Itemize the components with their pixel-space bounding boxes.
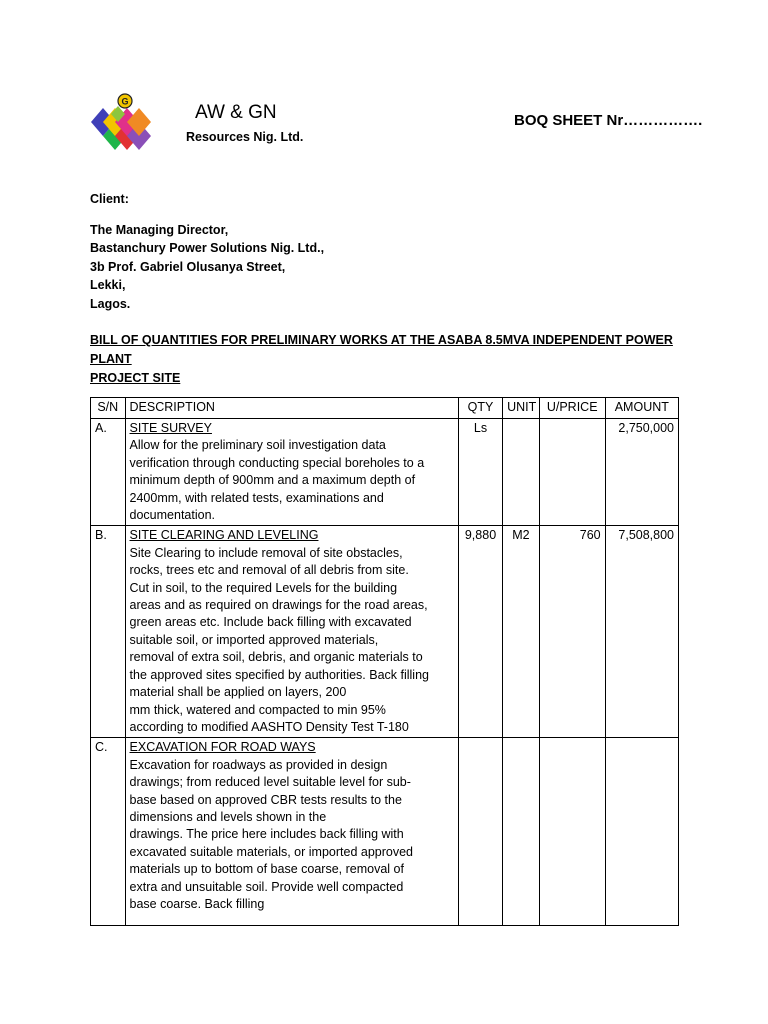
row-uprice: 760 xyxy=(539,526,605,738)
heading-line: PROJECT SITE xyxy=(90,371,181,385)
client-line: Lagos. xyxy=(90,296,131,311)
table-row xyxy=(91,526,679,738)
desc-line: Cut in soil, to the required Levels for the building xyxy=(129,580,398,595)
row-unit xyxy=(503,738,540,926)
row-unit xyxy=(503,419,540,526)
company-logo xyxy=(90,93,162,151)
item-title: SITE CLEARING AND LEVELING xyxy=(129,528,319,543)
col-header-amount: AMOUNT xyxy=(605,398,678,419)
desc-line: Excavation for roadways as provided in design xyxy=(129,757,388,772)
desc-line: mm thick, watered and compacted to min 95% xyxy=(129,702,386,717)
row-unit: M2 xyxy=(503,526,540,738)
desc-line: verification through conducting special boreholes to a xyxy=(129,455,425,470)
client-label: Client: xyxy=(90,192,129,206)
desc-line: materials up to bottom of base coarse, removal of xyxy=(129,862,404,877)
table-header-row xyxy=(91,398,679,419)
client-line: Lekki, xyxy=(90,278,126,292)
item-title: SITE SURVEY xyxy=(129,421,212,435)
col-header-description: DESCRIPTION xyxy=(125,398,458,419)
desc-line: extra and unsuitable soil. Provide well compacted xyxy=(129,879,404,894)
desc-line: suitable soil, or imported approved materials, xyxy=(129,632,379,647)
document-heading xyxy=(90,331,690,388)
row-description xyxy=(125,738,458,926)
row-qty: Ls xyxy=(458,419,502,526)
row-description xyxy=(125,419,458,526)
col-header-qty: QTY xyxy=(458,398,502,419)
desc-line: removal of extra soil, debris, and organic materials to xyxy=(129,650,423,665)
desc-line: the approved sites specified by authorities. Back filling xyxy=(129,667,429,682)
boq-sheet-number: BOQ SHEET Nr……………. xyxy=(514,112,703,129)
desc-line: drawings; from reduced level suitable level for sub- xyxy=(129,775,411,790)
col-header-unit: UNIT xyxy=(503,398,540,419)
desc-line: material shall be applied on layers, 200 xyxy=(129,685,347,700)
table-row xyxy=(91,419,679,526)
desc-line: according to modified AASHTO Density Test T-180 xyxy=(129,719,409,734)
desc-line: drawings. The price here includes back filling with xyxy=(129,827,404,842)
row-uprice xyxy=(539,738,605,926)
col-header-uprice: U/PRICE xyxy=(539,398,605,419)
desc-line: 2400mm, with related tests, examinations and xyxy=(129,490,384,505)
row-amount: 2,750,000 xyxy=(605,419,678,526)
client-line: The Managing Director, xyxy=(90,222,229,237)
row-amount: 7,508,800 xyxy=(605,526,678,738)
desc-line: Allow for the preliminary soil investigation data xyxy=(129,438,386,453)
item-title: EXCAVATION FOR ROAD WAYS xyxy=(129,740,316,755)
client-block xyxy=(90,190,324,313)
row-qty: 9,880 xyxy=(458,526,502,738)
row-sn: B. xyxy=(91,526,126,738)
row-description xyxy=(125,526,458,738)
heading-line: BILL OF QUANTITIES FOR PRELIMINARY WORKS AT THE ASABA 8.5MVA INDEPENDENT POWER PLANT xyxy=(90,333,673,366)
table-row xyxy=(91,738,679,926)
row-amount xyxy=(605,738,678,926)
row-sn: C. xyxy=(91,738,126,926)
client-line: 3b Prof. Gabriel Olusanya Street, xyxy=(90,259,286,274)
company-subtitle: Resources Nig. Ltd. xyxy=(186,130,304,144)
desc-line: areas and as required on drawings for the road areas, xyxy=(129,598,428,613)
row-sn: A. xyxy=(91,419,126,526)
desc-line: excavated suitable materials, or imported approved xyxy=(129,844,413,859)
desc-line: rocks, trees etc and removal of all debris from site. xyxy=(129,563,409,578)
desc-line: base based on approved CBR tests results to the xyxy=(129,792,402,807)
desc-line: minimum depth of 900mm and a maximum depth of xyxy=(129,473,416,488)
desc-line: documentation. xyxy=(129,508,215,523)
col-header-sn: S/N xyxy=(91,398,126,419)
desc-line: base coarse. Back filling xyxy=(129,896,265,911)
desc-line: dimensions and levels shown in the xyxy=(129,809,327,824)
logo-badge-letter: G xyxy=(121,96,129,107)
desc-line: green areas etc. Include back filling with excavated xyxy=(129,615,412,630)
company-name: AW & GN xyxy=(195,102,277,123)
boq-table xyxy=(90,397,679,926)
client-line: Bastanchury Power Solutions Nig. Ltd., xyxy=(90,241,325,255)
desc-line: Site Clearing to include removal of site obstacles, xyxy=(129,545,403,560)
row-qty xyxy=(458,738,502,926)
row-uprice xyxy=(539,419,605,526)
